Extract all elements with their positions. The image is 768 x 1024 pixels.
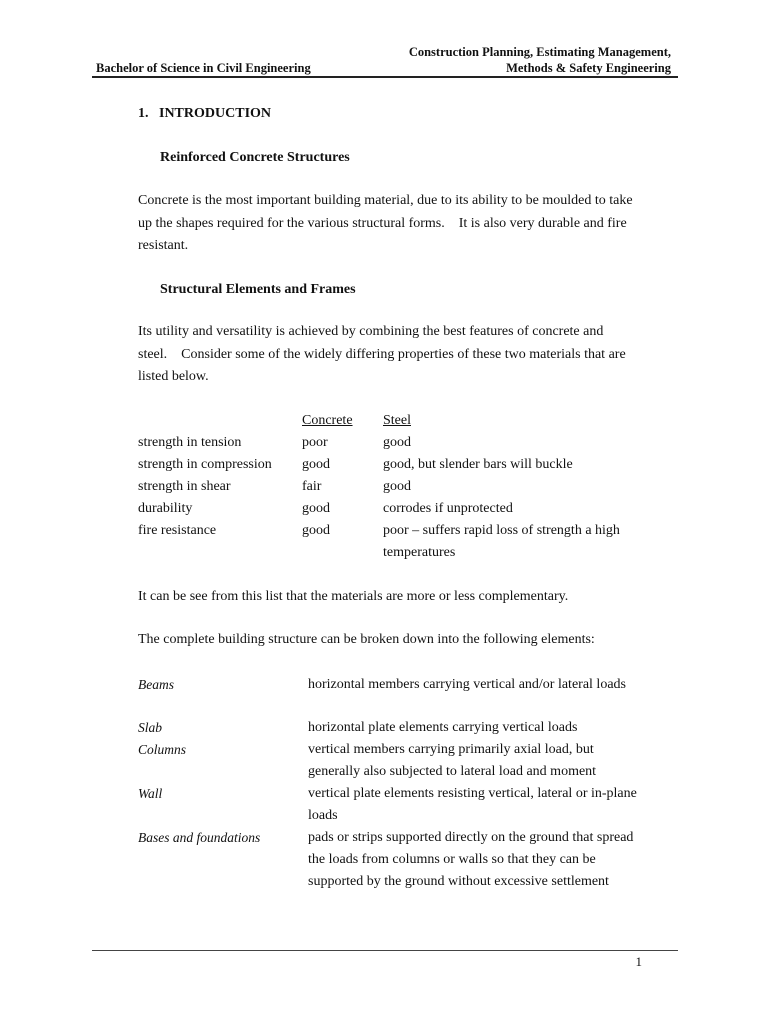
element-definition-wall: vertical plate elements resisting vertical, lateral or in-plane loads [308,786,637,823]
header-subject-line1: Construction Planning, Estimating Management, [408,45,671,59]
element-definition-columns: vertical members carrying primarily axial load, but generally also subjected to lateral load and moment [308,742,597,779]
concrete-value: fair [302,479,322,494]
element-definition-beams: horizontal members carrying vertical and/or lateral loads [308,677,626,692]
steel-value: poor – suffers rapid loss of strength a high temperatures [383,523,620,560]
property-name: durability [138,501,193,516]
footer-rule [92,950,678,951]
steel-value: good [383,479,411,494]
steel-value: good [383,435,411,450]
element-definition-slab: horizontal plate elements carrying vertical loads [308,720,578,735]
element-term-wall: Wall [138,786,163,801]
steel-value: good, but slender bars will buckle [383,457,573,472]
paragraph-versatility: Its utility and versatility is achieved by combining the best features of concrete and steel. Consider some of the widely differing properties of these two materials that are listed below. [138,324,626,384]
header-course-title: Bachelor of Science in Civil Engineering [96,61,311,75]
subheading-structural-elements: Structural Elements and Frames [160,282,356,297]
property-name: strength in shear [138,479,231,494]
header-subject-title [351,44,671,76]
element-definition-bases: pads or strips supported directly on the ground that spread the loads from columns or walls so that they can be supported by the ground without excessive settlement [308,830,634,889]
subheading-reinforced-concrete: Reinforced Concrete Structures [160,150,350,165]
element-term-columns: Columns [138,742,187,757]
element-term-bases: Bases and foundations [138,830,261,845]
column-header-concrete: Concrete [302,413,353,428]
column-header-steel: Steel [383,413,411,428]
paragraph-concrete-intro: Concrete is the most important building material, due to its ability to be moulded to take up the shapes required for the various structural forms. It is also very durable and fire resistant. [138,193,633,253]
paragraph-elements-intro: The complete building structure can be broken down into the following elements: [138,632,595,647]
paragraph-complementary: It can be see from this list that the materials are more or less complementary. [138,589,569,604]
element-term-beams: Beams [138,677,174,692]
concrete-value: poor [302,435,328,450]
property-name: strength in compression [138,457,272,472]
steel-value: corrodes if unprotected [383,501,513,516]
header-rule [92,76,678,78]
section-heading: 1. INTRODUCTION [138,106,272,121]
property-name: strength in tension [138,435,242,450]
property-name: fire resistance [138,523,217,538]
page-number: 1 [635,954,642,969]
header-subject-line2: Methods & Safety Engineering [506,61,671,75]
concrete-value: good [302,457,330,472]
concrete-value: good [302,501,330,516]
concrete-value: good [302,523,330,538]
element-term-slab: Slab [138,720,163,735]
